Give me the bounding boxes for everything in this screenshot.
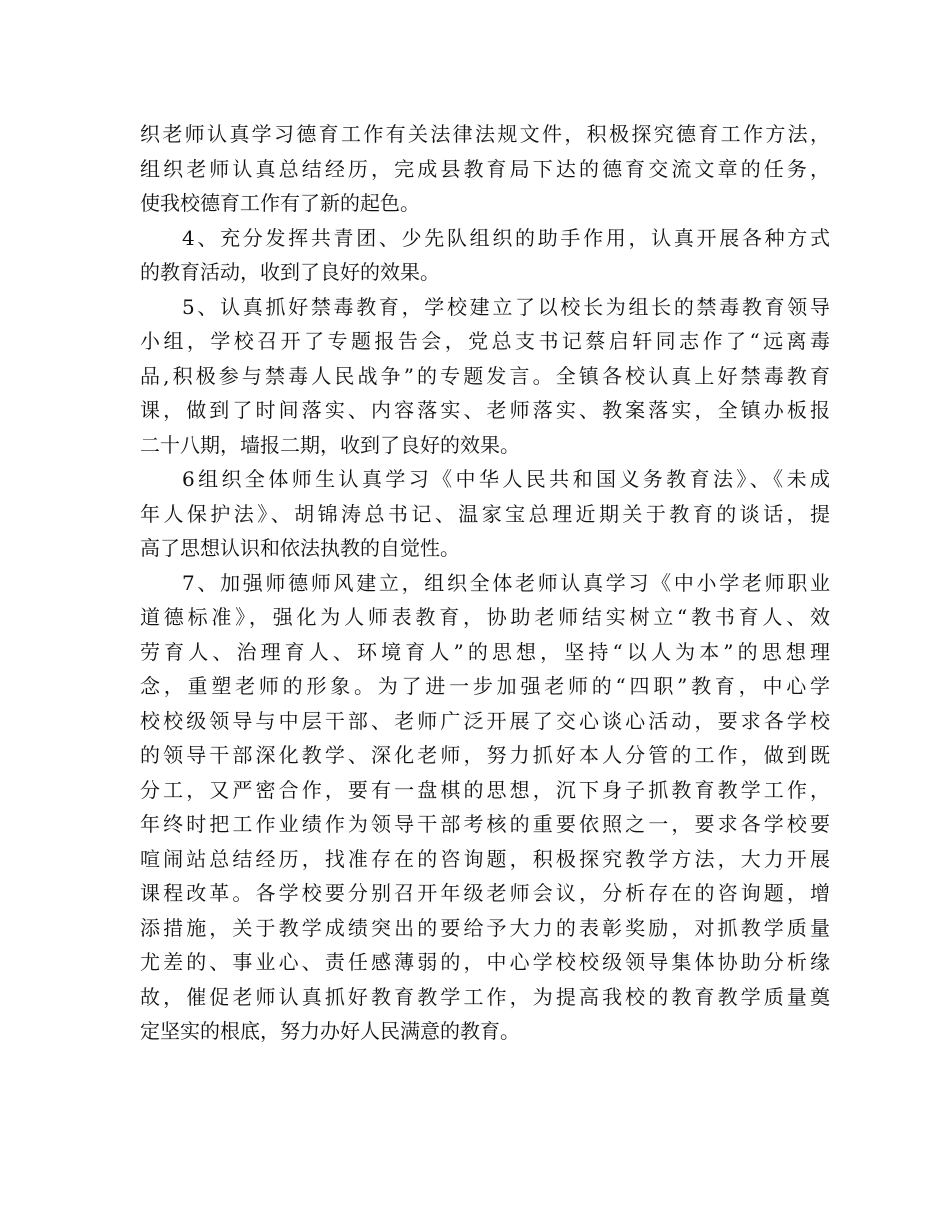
text-line: 定坚实的根底，努力办好人民满意的教育。 — [140, 1019, 520, 1043]
text-line: 年终时把工作业绩作为领导干部考核的重要依照之一，要求各学校要 — [140, 812, 830, 836]
text-line: 课，做到了时间落实、内容落实、老师落实、教案落实，全镇办板报 — [140, 398, 830, 422]
text-line: 故，催促老师认真抓好教育教学工作，为提高我校的教育教学质量奠 — [140, 984, 830, 1009]
text-line: 校校级领导与中层干部、老师广泛开展了交心谈心活动，要求各学校 — [140, 708, 830, 733]
text-line: 组织老师认真总结经历，完成县教育局下达的德育交流文章的任务， — [140, 156, 830, 181]
paragraph-start-line: 5、认真抓好禁毒教育，学校建立了以校长为组长的禁毒教育领导 — [182, 294, 830, 319]
document-body — [140, 117, 830, 1049]
text-line: 使我校德育工作有了新的起色。 — [140, 191, 420, 215]
text-line: 念，重塑老师的形象。为了进一步加强老师的“四职”教育，中心学 — [140, 674, 830, 698]
text-line: 小组，学校召开了专题报告会，党总支书记蔡启轩同志作了“远离毒 — [140, 329, 830, 353]
text-line: 喧闹站总结经历，找准存在的咨询题，积极探究教学方法，大力开展 — [140, 846, 830, 871]
paragraph-start-line: 6组织全体师生认真学习《中华人民共和国义务教育法》、《未成 — [182, 467, 830, 491]
text-line: 年人保护法》、胡锦涛总书记、温家宝总理近期关于教育的谈话，提 — [140, 501, 830, 526]
text-line: 高了思想认识和依法执教的自觉性。 — [140, 536, 460, 560]
text-line: 的教育活动，收到了良好的效果。 — [140, 260, 440, 284]
text-line: 课程改革。各学校要分别召开年级老师会议，分析存在的咨询题，增 — [140, 881, 830, 905]
text-line: 品,积极参与禁毒人民战争”的专题发言。全镇各校认真上好禁毒教育 — [140, 363, 830, 388]
text-line: 尤差的、事业心、责任感薄弱的，中心学校校级领导集体协助分析缘 — [140, 950, 830, 974]
paragraph-start-line: 7、加强师德师风建立，组织全体老师认真学习《中小学老师职业 — [182, 570, 830, 595]
text-line: 织老师认真学习德育工作有关法律法规文件，积极探究德育工作方法， — [140, 122, 830, 146]
text-line: 分工，又严密合作，要有一盘棋的思想，沉下身子抓教育教学工作， — [140, 777, 830, 802]
text-line: 添措施，关于教学成绩突出的要给予大力的表彰奖励，对抓教学质量 — [140, 915, 830, 940]
text-line: 劳育人、治理育人、环境育人”的思想，坚持“以人为本”的思想理 — [140, 639, 830, 664]
text-line: 的领导干部深化教学、深化老师，努力抓好本人分管的工作，做到既 — [140, 743, 830, 767]
text-line: 二十八期，墙报二期，收到了良好的效果。 — [140, 432, 520, 457]
text-line: 道德标准》，强化为人师表教育，协助老师结实树立“教书育人、效 — [140, 605, 830, 629]
paragraph-start-line: 4、充分发挥共青团、少先队组织的助手作用，认真开展各种方式 — [182, 225, 830, 250]
